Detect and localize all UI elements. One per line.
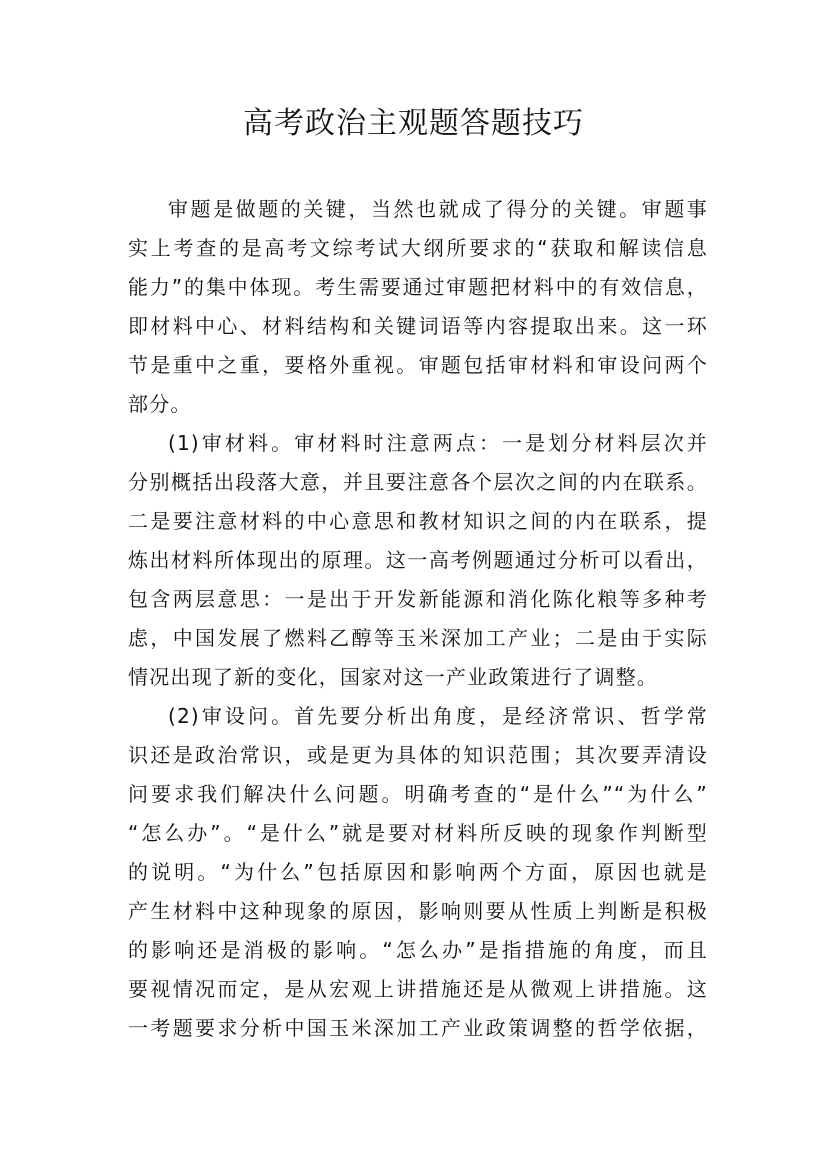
- text-line: 要视情况而定，是从宏观上讲措施还是从微观上讲措施。这: [128, 977, 708, 1001]
- text-line: 问要求我们解决什么问题。明确考查的“是什么”“为什么”: [128, 782, 708, 806]
- text-line: 的影响还是消极的影响。“怎么办”是指措施的角度，而且: [128, 938, 708, 962]
- text-line: 识还是政治常识，或是更为具体的知识范围；其次要弄清设: [128, 743, 708, 767]
- text-line: “怎么办”。“是什么”就是要对材料所反映的现象作判断型: [128, 821, 708, 845]
- text-line: 部分。: [128, 392, 192, 416]
- text-line: 虑，中国发展了燃料乙醇等玉米深加工产业；二是由于实际: [128, 626, 708, 650]
- text-line: 情况出现了新的变化，国家对这一产业政策进行了调整。: [128, 665, 658, 689]
- paragraph-1: [128, 190, 708, 424]
- document-body: [128, 190, 708, 1048]
- text-line: 产生材料中这种现象的原因，影响则要从性质上判断是积极: [128, 899, 708, 923]
- text-line: 的说明。“为什么”包括原因和影响两个方面，原因也就是: [128, 860, 708, 884]
- text-line: 能力”的集中体现。考生需要通过审题把材料中的有效信息，: [128, 275, 708, 299]
- document-title: 高考政治主观题答题技巧: [243, 106, 584, 141]
- text-line: (2)审设问。首先要分析出角度，是经济常识、哲学常: [168, 704, 708, 728]
- text-line: 一考题要求分析中国玉米深加工产业政策调整的哲学依据，: [128, 1016, 708, 1040]
- text-line: 二是要注意材料的中心意思和教材知识之间的内在联系，提: [128, 509, 708, 533]
- text-line: 实上考查的是高考文综考试大纲所要求的“获取和解读信息: [128, 236, 708, 260]
- text-line: (1)审材料。审材料时注意两点：一是划分材料层次并: [168, 431, 708, 455]
- text-line: 审题是做题的关键，当然也就成了得分的关键。审题事: [168, 197, 708, 221]
- paragraph-3: [128, 697, 708, 1048]
- text-line: 包含两层意思：一是出于开发新能源和消化陈化粮等多种考: [128, 587, 708, 611]
- text-line: 节是重中之重，要格外重视。审题包括审材料和审设问两个: [128, 353, 708, 377]
- text-line: 分别概括出段落大意，并且要注意各个层次之间的内在联系。: [128, 470, 708, 494]
- paragraph-2: [128, 424, 708, 697]
- text-line: 炼出材料所体现出的原理。这一高考例题通过分析可以看出，: [128, 548, 708, 572]
- text-line: 即材料中心、材料结构和关键词语等内容提取出来。这一环: [128, 314, 708, 338]
